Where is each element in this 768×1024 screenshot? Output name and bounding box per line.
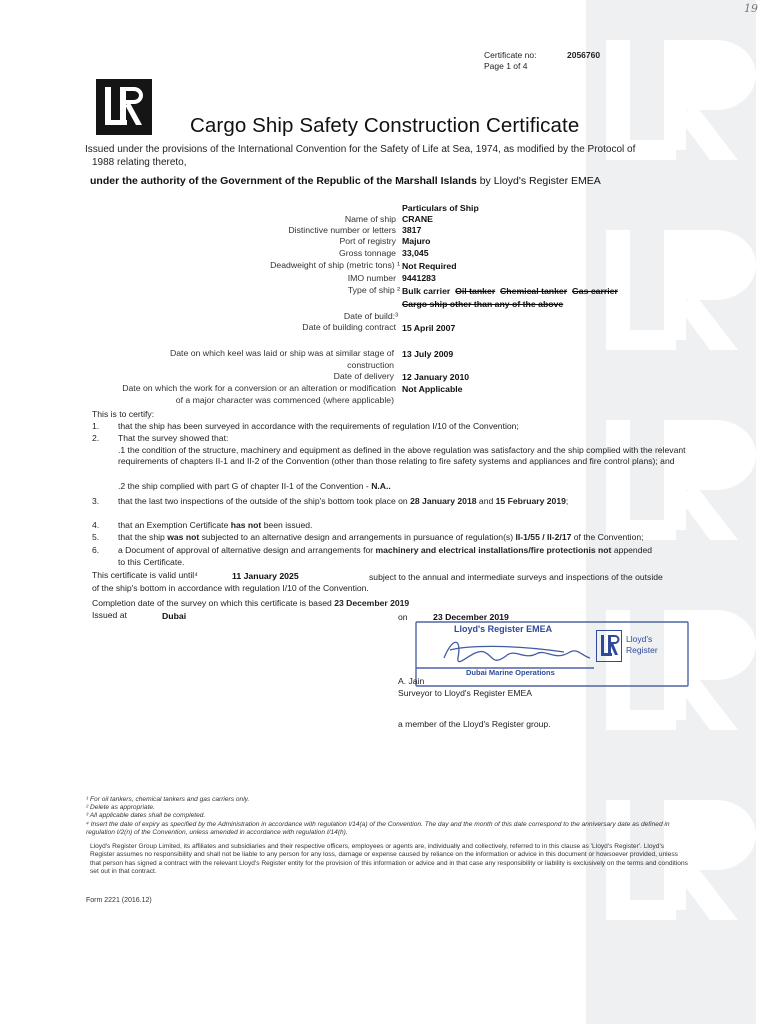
stamp-logo-text-2: Register — [626, 645, 658, 655]
type-oil-tanker: Oil tanker — [455, 286, 496, 296]
issued-on-date: 23 December 2019 — [433, 612, 509, 622]
item-6-subject: machinery and electrical installations/fire protectionis not — [375, 545, 612, 555]
official-stamp — [414, 618, 692, 690]
issued-at-place: Dubai — [162, 611, 187, 621]
type-chemical-tanker: Chemical tanker — [500, 286, 568, 296]
name-of-ship-label: Name of ship — [344, 214, 396, 224]
stamp-lr-logo-icon — [596, 630, 622, 662]
item-1-text: that the ship has been surveyed in accordance with the requirements of regulation I/10 of the Convention; — [118, 421, 519, 431]
building-contract-value: 15 April 2007 — [402, 323, 456, 333]
date-of-build-label: Date of build:³ — [343, 311, 398, 321]
authority-suffix: by Lloyd's Register EMEA — [479, 175, 601, 187]
port-of-registry-label: Port of registry — [339, 236, 396, 246]
particulars-heading: Particulars of Ship — [402, 203, 479, 213]
item-6-text-a: a Document of approval of alternative design and arrangements for — [118, 545, 374, 555]
gross-tonnage-value: 33,045 — [402, 248, 429, 258]
item-5 — [118, 532, 644, 543]
authority-text: under the authority of the Government of the Republic of the Marshall Islands — [90, 175, 477, 187]
valid-until-text-2: of the ship's bottom in accordance with regulation I/10 of the Convention. — [92, 583, 369, 593]
name-of-ship-value: CRANE — [402, 214, 433, 224]
item-5-regulations: II-1/55 / II-2/17 — [515, 532, 572, 542]
item-3-date-2: 15 February 2019 — [495, 496, 566, 506]
footnote-1: ¹ For oil tankers, chemical tankers and gas carriers only. — [86, 796, 250, 803]
footnote-3: ³ All applicable dates shall be completed. — [86, 812, 206, 819]
completion-date: 23 December 2019 — [334, 598, 410, 608]
stamp-line-1: Lloyd's Register EMEA — [454, 624, 553, 634]
authority-statement — [90, 175, 601, 187]
item-2-number: 2. — [92, 433, 100, 443]
type-of-ship-value — [402, 286, 618, 296]
item-4-text-a: that an Exemption Certificate — [118, 520, 229, 530]
item-5-number: 5. — [92, 532, 100, 542]
corner-page-mark: 19 — [744, 2, 758, 15]
item-3-number: 3. — [92, 496, 100, 506]
item-4-number: 4. — [92, 520, 100, 530]
type-gas-carrier: Gas carrier — [571, 286, 618, 296]
item-5-was-not: was not — [167, 532, 200, 542]
keel-laid-value: 13 July 2009 — [402, 349, 454, 359]
item-6-text-d: to this Certificate. — [118, 557, 185, 567]
intro-line-2: 1988 relating thereto, — [92, 157, 187, 168]
item-2-2-text: .2 the ship complied with part G of chapter II-1 of the Convention - — [118, 481, 369, 491]
item-3-date-1: 28 January 2018 — [410, 496, 477, 506]
stamp-logo-text-1: Lloyd's — [626, 634, 653, 644]
disclaimer: Lloyd's Register Group Limited, its affiliates and subsidiaries and their respective officers, employees or agents are, individually and collectively, referred to in this clause as 'Lloyd's Register'. Lloyd's Register assumes no responsibility and shall not be liable to any person for any loss, damage or expense caused by reliance on the information or advice in this document or howsoever provided, unless that person has signed a contract with the relevant Lloyd's Register entity for the provision of this information or advice and in that case any responsibility or liability is exclusively on the terms and conditions set out in that contract. — [90, 843, 688, 876]
deadweight-value: Not Required — [402, 261, 457, 271]
distinctive-number-label: Distinctive number or letters — [288, 225, 396, 235]
item-3-text: that the last two inspections of the outside of the ship's bottom took place on — [118, 496, 408, 506]
stamp-line-2: Dubai Marine Operations — [466, 668, 555, 677]
item-1-number: 1. — [92, 421, 100, 431]
keel-laid-label-2: construction — [347, 360, 394, 370]
valid-until-text-1: subject to the annual and intermediate surveys and inspections of the outside — [369, 572, 663, 582]
conversion-label-2: of a major character was commenced (where applicable) — [175, 395, 394, 405]
distinctive-number-value: 3817 — [402, 225, 422, 235]
valid-until-label: This certificate is valid until⁴ — [92, 570, 198, 580]
gross-tonnage-label: Gross tonnage — [339, 248, 396, 258]
type-bulk-carrier: Bulk carrier — [402, 286, 451, 296]
signature-scribble — [444, 642, 590, 661]
item-5-text-c: subjected to an alternative design and arrangements in pursuance of regulation(s) — [201, 532, 514, 542]
footnote-4: ⁴ Insert the date of expiry as specified by the Administration in accordance with regulation I/14(a) of the Convention. The day and the month of this date correspond to the anniversary date as defined in regulation I/2(n) of the Convention, unless amended in accordance with regulation I/14(h). — [86, 821, 670, 837]
item-4-text-c: been issued. — [263, 520, 313, 530]
completion — [92, 598, 409, 609]
intro-line-1: Issued under the provisions of the International Convention for the Safety of Life at Sea, 1974, as modified by the Protocol of — [85, 144, 636, 155]
item-3 — [118, 496, 568, 507]
page-indicator: Page 1 of 4 — [484, 61, 528, 71]
delivery-date-label: Date of delivery — [333, 371, 394, 381]
item-4-has-not: has not — [230, 520, 262, 530]
imo-number-value: 9441283 — [402, 273, 436, 283]
signatory-title: Surveyor to Lloyd's Register EMEA — [398, 688, 532, 698]
certificate-number: 2056760 — [567, 50, 601, 60]
building-contract-label: Date of building contract — [302, 322, 396, 332]
item-2-1-text: .1 the condition of the structure, machinery and equipment as defined in the above regulation was satisfactory and the ship complied with the relevant requirements of chapters II-1 and II-2 of the Convention (other than those relating to fire safety systems and appliances and fire control plans); and — [118, 445, 686, 466]
imo-number-label: IMO number — [347, 273, 396, 283]
keel-laid-label-1: Date on which keel was laid or ship was at similar stage of — [169, 348, 394, 358]
item-6 — [118, 545, 652, 556]
footnote-2: ² Delete as appropriate. — [86, 804, 155, 811]
lr-logo-icon — [96, 79, 152, 135]
type-other-cargo: Cargo ship other than any of the above — [402, 299, 564, 309]
item-6-text-c: appended — [613, 545, 653, 555]
deadweight-label: Deadweight of ship (metric tons) ¹ — [270, 260, 400, 270]
issued-at-label: Issued at — [92, 610, 127, 620]
signatory-name: A. Jain — [398, 676, 425, 686]
valid-until-date: 11 January 2025 — [232, 571, 299, 581]
delivery-date-value: 12 January 2010 — [402, 372, 470, 382]
item-3-end: ; — [565, 496, 569, 506]
conversion-value: Not Applicable — [402, 384, 463, 394]
item-5-text-e: of the Convention; — [573, 532, 644, 542]
certificate-title: Cargo Ship Safety Construction Certificate — [190, 114, 580, 137]
item-2-text: That the survey showed that: — [118, 433, 229, 443]
lr-member-note: a member of the Lloyd's Register group. — [398, 719, 551, 729]
item-2-2-value: N.A.. — [371, 481, 391, 491]
port-of-registry-value: Majuro — [402, 236, 431, 246]
item-4 — [118, 520, 312, 531]
issued-on-label: on — [398, 612, 408, 622]
certificate-number-label: Certificate no: — [484, 50, 537, 60]
form-number: Form 2221 (2016.12) — [86, 897, 152, 904]
lr-logo — [96, 79, 152, 135]
item-6-number: 6. — [92, 545, 100, 555]
item-2-2 — [118, 481, 391, 492]
certify-intro: This is to certify: — [92, 409, 155, 419]
item-3-and: and — [478, 496, 494, 506]
item-5-text-a: that the ship — [118, 532, 165, 542]
conversion-label-1: Date on which the work for a conversion or an alteration or modification — [122, 383, 396, 393]
type-of-ship-label: Type of ship ² — [347, 285, 400, 295]
completion-label: Completion date of the survey on which this certificate is based — [92, 598, 332, 608]
